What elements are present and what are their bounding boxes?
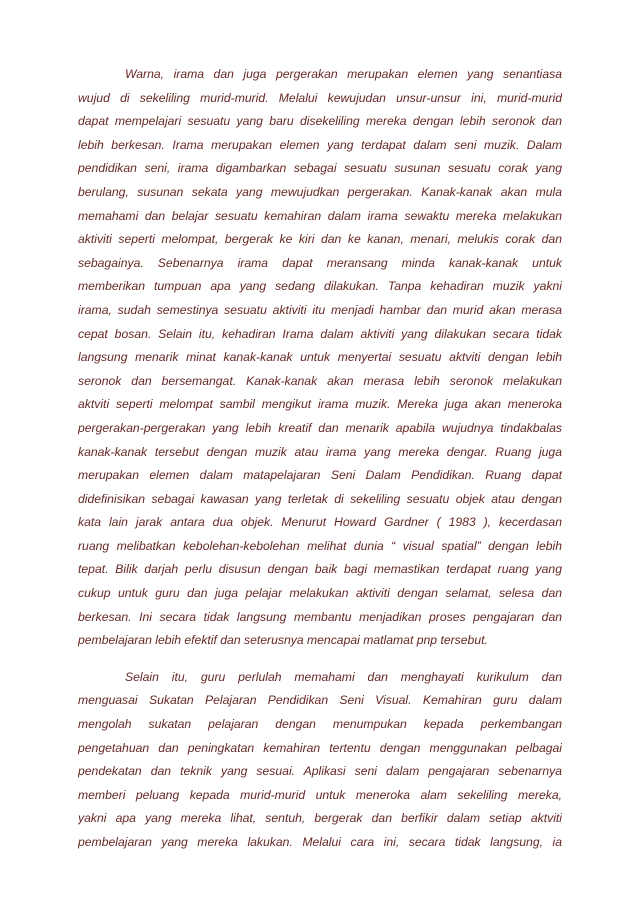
paragraph-line: tepat. Bilik darjah perlu disusun dengan baik bagi memastikan terdapat ruang yang bbox=[78, 562, 562, 577]
paragraph-line: lebih berkesan. Irama merupakan elemen yang terdapat dalam seni muzik. Dalam bbox=[78, 137, 562, 152]
paragraph-line: Selain itu, guru perlulah memahami dan menghayati kurikulum dan bbox=[125, 669, 562, 684]
paragraph-line: berkesan. Ini secara tidak langsung membantu menjadikan proses pengajaran dan bbox=[78, 609, 562, 624]
paragraph-line: Warna, irama dan juga pergerakan merupakan elemen yang senantiasa bbox=[125, 67, 562, 81]
paragraph-line: mengolah sukatan pelajaran dengan menumpukan kepada perkembangan bbox=[78, 717, 562, 732]
paragraph-line: menguasai Sukatan Pelajaran Pendidikan Seni Visual. Kemahiran guru dalam bbox=[78, 693, 562, 708]
paragraph-line: aktviti seperti melompat sambil mengikut irama muzik. Mereka juga akan meneroka bbox=[78, 397, 562, 412]
paragraph-line: sebagainya. Sebenarnya irama dapat meransang minda kanak-kanak untuk bbox=[78, 255, 562, 270]
paragraph-line: didefinisikan sebagai kawasan yang terletak di sekeliling sesuatu objek atau dengan bbox=[78, 491, 562, 506]
paragraph-line: kata lain jarak antara dua objek. Menurut Howard Gardner ( 1983 ), kecerdasan bbox=[78, 515, 562, 530]
paragraph-line: kanak-kanak tersebut dengan muzik atau irama yang mereka dengar. Ruang juga bbox=[78, 444, 562, 459]
paragraph-line: pembelajaran lebih efektif dan seterusnya mencapai matlamat pnp tersebut. bbox=[78, 633, 488, 648]
paragraph-line: cepat bosan. Selain itu, kehadiran Irama dalam aktiviti yang dilakukan secara tidak bbox=[78, 326, 562, 341]
paragraph-line: yakni apa yang mereka lihat, sentuh, bergerak dan berfikir dalam setiap aktviti bbox=[78, 811, 562, 826]
paragraph-line: wujud di sekeliling murid-murid. Melalui kewujudan unsur-unsur ini, murid-murid bbox=[78, 90, 562, 105]
paragraph-line: berulang, susunan sekata yang mewujudkan pergerakan. Kanak-kanak akan mula bbox=[78, 184, 562, 199]
paragraph-1 bbox=[78, 63, 562, 653]
paragraph-line: memberikan tumpuan apa yang sedang dilakukan. Tanpa kehadiran muzik yakni bbox=[78, 279, 562, 294]
paragraph-line: irama, sudah semestinya sesuatu aktiviti itu menjadi hambar dan murid akan merasa bbox=[78, 302, 562, 317]
paragraph-2 bbox=[78, 666, 562, 855]
paragraph-line: merupakan elemen dalam matapelajaran Seni Dalam Pendidikan. Ruang dapat bbox=[78, 468, 562, 483]
paragraph-line: pergerakan-pergerakan yang lebih kreatif dan menarik apabila wujudnya tindakbalas bbox=[78, 420, 562, 435]
paragraph-line: memberi peluang kepada murid-murid untuk meneroka alam sekeliling mereka, bbox=[78, 787, 562, 802]
paragraph-line: ruang melibatkan kebolehan-kebolehan melihat dunia “ visual spatial” dengan lebih bbox=[78, 538, 562, 553]
paragraph-line: pendidikan seni, irama digambarkan sebagai sesuatu susunan sesuatu corak yang bbox=[78, 161, 562, 176]
paragraph-line: pendekatan dan teknik yang sesuai. Aplikasi seni dalam pengajaran sebenarnya bbox=[78, 764, 562, 779]
paragraph-line: dapat mempelajari sesuatu yang baru disekeliling mereka dengan lebih seronok dan bbox=[78, 114, 562, 129]
paragraph-line: cukup untuk guru dan juga pelajar melakukan aktiviti dengan selamat, selesa dan bbox=[78, 586, 562, 601]
paragraph-line: pembelajaran yang mereka lakukan. Melalui cara ini, secara tidak langsung, ia bbox=[78, 835, 562, 849]
paragraph-line: memahami dan belajar sesuatu kemahiran dalam irama sewaktu mereka melakukan bbox=[78, 208, 562, 223]
paragraph-line: aktiviti seperti melompat, bergerak ke kiri dan ke kanan, menari, melukis corak dan bbox=[78, 232, 562, 247]
paragraph-line: pengetahuan dan peningkatan kemahiran tertentu dengan menggunakan pelbagai bbox=[78, 740, 562, 755]
paragraph-line: langsung menarik minat kanak-kanak untuk menyertai sesuatu aktviti dengan lebih bbox=[78, 350, 562, 365]
paragraph-line: seronok dan bersemangat. Kanak-kanak akan merasa lebih seronok melakukan bbox=[78, 373, 562, 388]
